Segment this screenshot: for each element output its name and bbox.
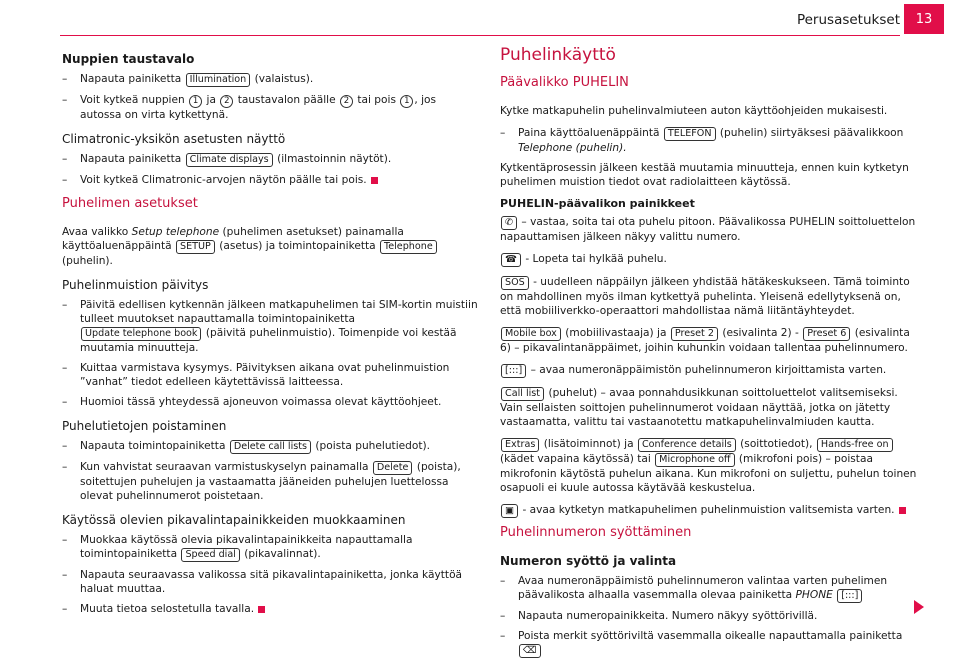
- page-header: [0, 0, 960, 42]
- key-label: Illumination: [186, 73, 251, 87]
- paragraph: Mobile box (mobiilivastaaja) ja Preset 2 (esivalinta 2) - Preset 6 (esivalinta 6) – pikavalintanäppäimet, joihin kuhunkin voidaan tallentaa puhelinnumero.: [500, 327, 910, 354]
- paragraph: Kytkentäprosessin jälkeen kestää muutamia minuutteja, ennen kuin kytketyn puhelimen muistion tiedot ovat radiolaitteen käytössä.: [500, 162, 909, 188]
- page-number-badge: 13: [904, 4, 944, 34]
- key-label: Speed dial: [181, 548, 239, 562]
- list-item: – Avaa numeronäppäimistö puhelinnumeron valintaa varten puhelimen päävalikosta alhaalla vasemmalla olevaa painiketta PHONE [:::]: [500, 574, 920, 603]
- knob-number: 2: [220, 95, 233, 108]
- heading-phone-use: Puhelinkäyttö: [500, 45, 616, 65]
- right-column: [500, 42, 920, 664]
- paragraph: Call list (puhelut) – avaa ponnahdusikkunan soittoluettelot valitsemiseksi. Vain sellaisten soittojen puhelinnumerot voidaan näyttää, jotka on jätetty vastaamatta, valittu tai vastaanotettu matkapuhelinvalmiuden kautta.: [500, 387, 898, 428]
- list-item: – Napauta toimintopainiketta Delete call lists (poista puhelutiedot).: [62, 439, 480, 454]
- list-item: – Poista merkit syöttöriviltä vasemmalla oikealle napauttamalla painiketta ⌫: [500, 629, 920, 658]
- key-label: Mobile box: [501, 327, 561, 341]
- knob-number: 2: [340, 95, 353, 108]
- list-item: – Napauta painiketta Illumination (valaistus).: [62, 72, 480, 87]
- key-label: SETUP: [176, 240, 215, 254]
- list-item: – Paina käyttöaluenäppäintä TELEFON (puhelin) siirtyäksesi päävalikkoon Telephone (puhelin).: [500, 126, 920, 155]
- key-label: TELEFON: [664, 127, 716, 141]
- paragraph: ▣ - avaa kytketyn matkapuhelimen puhelinmuistion valitsemista varten.: [500, 503, 920, 518]
- backspace-icon: ⌫: [519, 644, 541, 658]
- paragraph: [:::] – avaa numeronäppäimistön puhelinnumeron kirjoittamista varten.: [500, 363, 920, 378]
- key-label: Delete call lists: [230, 440, 311, 454]
- paragraph: SOS - uudelleen näppäilyn jälkeen yhdistää hätäkeskukseen. Tämä toiminto on mahdollinen myös ilman kytkettyä puhelinta. Yleisenä edellytyksenä on, että mobiiliverkko-operaattori mahdollistaa nämä liitäntäyhteydet.: [500, 276, 910, 317]
- phonebook-icon: ▣: [501, 504, 518, 518]
- left-column: [62, 42, 480, 622]
- key-label: Hands-free on: [817, 438, 893, 452]
- key-label: Telephone: [380, 240, 437, 254]
- list-item: – Päivitä edellisen kytkennän jälkeen matkapuhelimen tai SIM-kortin muistiin tulleet muutokset napauttamalla toimintopainiketta Update telephone book (päivitä puhelinmuistio). Toimenpide voi kestää muutamia minuutteja.: [62, 298, 480, 355]
- hangup-icon: ☎: [501, 253, 521, 267]
- running-header-title: Perusasetukset: [796, 12, 900, 28]
- knob-number: 1: [400, 95, 413, 108]
- end-marker: [371, 177, 378, 184]
- list-item: – Muuta tietoa selostetulla tavalla.: [62, 602, 480, 616]
- key-label: Extras: [501, 438, 539, 452]
- heading-menu-buttons: PUHELIN-päävalikon painikkeet: [500, 197, 695, 210]
- paragraph: Extras (lisätoiminnot) ja Conference details (soittotiedot), Hands-free on (kädet vapaina käytössä) tai Microphone off (mikrofoni pois) – poistaa mikrofonin käytöstä puhelun aikana. Kun mikrofoni on suljettu, puhelun toinen osapuoli ei kuule autossa käytävää keskustelua.: [500, 438, 917, 494]
- heading-delete-calls: Puhelutietojen poistaminen: [62, 419, 227, 433]
- paragraph: Avaa valikko Setup telephone (puhelimen asetukset) painamalla käyttöaluenäppäintä SETUP (asetus) ja toimintopainiketta Telephone (puhelin).: [62, 225, 480, 268]
- key-label: Microphone off: [655, 453, 734, 467]
- list-item: – Muokkaa käytössä olevia pikavalintapainikkeita napauttamalla toimintopainiketta Speed dial (pikavalinnat).: [62, 533, 480, 562]
- end-marker: [899, 507, 906, 514]
- list-item: – Voit kytkeä Climatronic-arvojen näytön päälle tai pois.: [62, 173, 480, 187]
- key-label: Preset 6: [803, 327, 850, 341]
- keypad-icon: [:::]: [837, 589, 862, 603]
- key-label: Update telephone book: [81, 327, 201, 341]
- knob-number: 1: [189, 95, 202, 108]
- heading-climatronic: Climatronic-yksikön asetusten näyttö: [62, 132, 286, 146]
- key-label: Delete: [373, 461, 413, 475]
- paragraph: Kytke matkapuhelin puhelinvalmiuteen auton käyttöohjeiden mukaisesti.: [500, 105, 888, 117]
- next-page-arrow-icon: [914, 600, 924, 614]
- list-item: – Kun vahvistat seuraavan varmistuskyselyn painamalla Delete (poista), soitettujen puhelujen ja vastaamatta jääneiden puhelujen luettelossa olevat puhelinnumerot poistetaan.: [62, 460, 480, 503]
- end-marker: [258, 606, 265, 613]
- heading-phone-main-menu: Päävalikko PUHELIN: [500, 75, 629, 90]
- heading-phone-settings: Puhelimen asetukset: [62, 196, 198, 211]
- heading-number-entry-select: Numeron syöttö ja valinta: [500, 554, 677, 568]
- key-label: Conference details: [638, 438, 736, 452]
- heading-phonebook-update: Puhelinmuistion päivitys: [62, 278, 209, 292]
- heading-number-entry: Puhelinnumeron syöttäminen: [500, 525, 692, 540]
- key-label: Preset 2: [671, 327, 718, 341]
- list-item: – Huomioi tässä yhteydessä ajoneuvon voimassa olevat käyttöohjeet.: [62, 395, 480, 409]
- key-label: Climate displays: [186, 153, 273, 167]
- paragraph: ✆ – vastaa, soita tai ota puhelu pitoon. Päävalikossa PUHELIN soittoluettelon napauttamisen jälkeen näkyy valittu numero.: [500, 216, 916, 243]
- keypad-icon: [:::]: [501, 364, 526, 378]
- heading-speed-dial: Käytössä olevien pikavalintapainikkeiden muokkaaminen: [62, 513, 406, 527]
- key-label: SOS: [501, 276, 529, 290]
- paragraph: ☎ - Lopeta tai hylkää puhelu.: [500, 252, 920, 267]
- list-item: – Napauta seuraavassa valikossa sitä pikavalintapainiketta, jonka käyttöä haluat muuttaa.: [62, 568, 480, 596]
- handset-icon: ✆: [501, 216, 517, 230]
- list-item: – Napauta painiketta Climate displays (ilmastoinnin näytöt).: [62, 152, 480, 167]
- heading-knob-backlight: Nuppien taustavalo: [62, 52, 195, 66]
- list-item: – Napauta numeropainikkeita. Numero näkyy syöttörivillä.: [500, 609, 920, 623]
- key-label: Call list: [501, 387, 544, 401]
- header-rule: [60, 35, 900, 36]
- list-item: – Voit kytkeä nuppien 1 ja 2 taustavalon päälle 2 tai pois 1 , jos autossa on virta kytkettynä.: [62, 93, 480, 122]
- list-item: – Kuittaa varmistava kysymys. Päivityksen aikana ovat puhelinmuistion ”vanhat” tiedot edelleen käytettävissä laitteessa.: [62, 361, 480, 389]
